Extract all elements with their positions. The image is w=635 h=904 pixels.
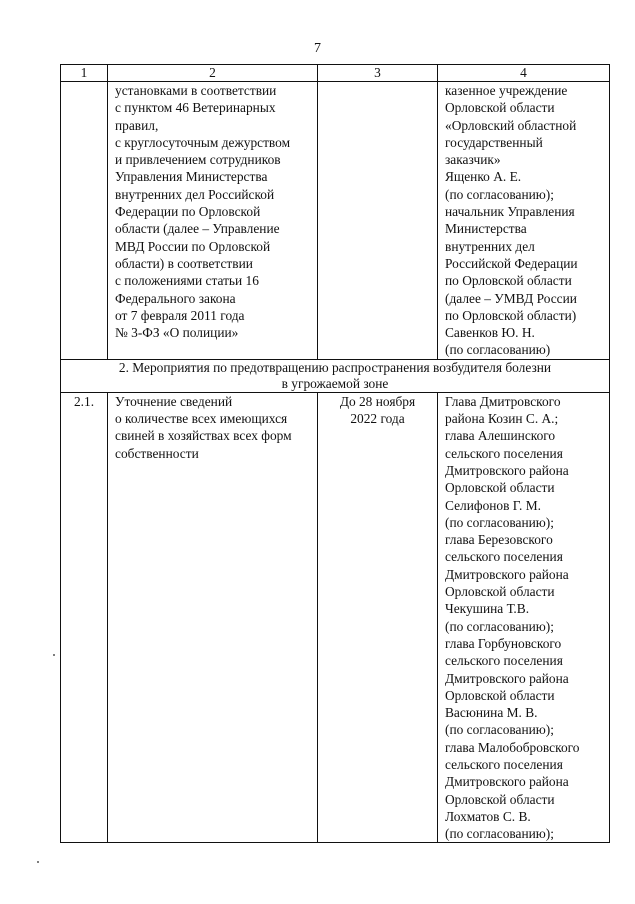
cell-line: 2022 года xyxy=(350,411,405,427)
header-col-4: 4 xyxy=(438,65,610,82)
cell-line: о количестве всех имеющихся xyxy=(115,411,288,427)
cell-line: Орловской области xyxy=(445,584,555,600)
cell-line: с положениями статьи 16 xyxy=(115,273,259,289)
cell-line: Федерального закона xyxy=(115,290,236,306)
cell-line: государственный xyxy=(445,134,543,150)
cell-line: Министерства xyxy=(445,221,527,237)
cell-line: (по согласованию); xyxy=(445,826,554,842)
row-2-1-measure xyxy=(108,392,318,843)
cell-line: № 3-ФЗ «О полиции» xyxy=(115,325,239,341)
row-2-1-deadline xyxy=(318,392,438,843)
cell-line: (по согласованию); xyxy=(445,618,554,634)
measures-table xyxy=(60,64,610,843)
cell-line: сельского поселения xyxy=(445,549,563,565)
cell-line: Орловской области xyxy=(445,791,555,807)
header-col-3: 3 xyxy=(318,65,438,82)
cell-line: Ященко А. Е. xyxy=(445,169,522,185)
cell-line: правил, xyxy=(115,117,159,133)
cell-line: по Орловской области xyxy=(445,273,572,289)
row-cont-measure xyxy=(108,82,318,360)
cell-line: района Козин С. А.; xyxy=(445,411,559,427)
row-cont-responsible xyxy=(438,82,610,360)
table-header-row xyxy=(61,65,610,82)
cell-line: заказчик» xyxy=(445,152,501,168)
cell-line: Савенков Ю. Н. xyxy=(445,325,535,341)
cell-line: сельского поселения xyxy=(445,756,563,772)
cell-line: начальник Управления xyxy=(445,204,575,220)
table-row-continued xyxy=(61,82,610,360)
row-2-1-number: 2.1. xyxy=(61,392,108,843)
cell-line: Дмитровского района xyxy=(445,462,569,478)
cell-line: сельского поселения xyxy=(445,653,563,669)
cell-line: области) в соответствии xyxy=(115,255,253,271)
cell-line: по Орловской области) xyxy=(445,307,577,323)
row-cont-deadline xyxy=(318,82,438,360)
cell-line: (по согласованию); xyxy=(445,186,554,202)
cell-line: Орловской области xyxy=(445,687,555,703)
cell-line: Чекушина Т.В. xyxy=(445,601,530,617)
scan-speck xyxy=(53,654,55,656)
cell-line: Российской Федерации xyxy=(445,255,578,271)
cell-line: глава Березовского xyxy=(445,532,553,548)
header-col-2: 2 xyxy=(108,65,318,82)
cell-line: Орловской области xyxy=(445,480,555,496)
section-2-heading-line-2: в угрожаемой зоне xyxy=(281,375,389,391)
section-2-heading xyxy=(61,359,610,392)
cell-line: Лохматов С. В. xyxy=(445,808,531,824)
cell-line: глава Алешинского xyxy=(445,428,556,444)
cell-line: Уточнение сведений xyxy=(115,393,233,409)
cell-line: Дмитровского района xyxy=(445,774,569,790)
cell-line: «Орловский областной xyxy=(445,117,577,133)
cell-line: (по согласованию); xyxy=(445,722,554,738)
cell-line: и привлечением сотрудников xyxy=(115,152,281,168)
cell-line: с пунктом 46 Ветеринарных xyxy=(115,100,276,116)
cell-line: области (далее – Управление xyxy=(115,221,280,237)
cell-line: Дмитровского района xyxy=(445,566,569,582)
cell-line: Дмитровского района xyxy=(445,670,569,686)
cell-line: МВД России по Орловской xyxy=(115,238,271,254)
row-2-1-responsible xyxy=(438,392,610,843)
cell-line: Орловской области xyxy=(445,100,555,116)
section-heading-row xyxy=(61,359,610,392)
cell-line: сельского поселения xyxy=(445,445,563,461)
cell-line: от 7 февраля 2011 года xyxy=(115,307,245,323)
cell-line: внутренних дел xyxy=(445,238,535,254)
cell-line: свиней в хозяйствах всех форм xyxy=(115,428,292,444)
cell-line: казенное учреждение xyxy=(445,83,568,98)
cell-line: Васюнина М. В. xyxy=(445,705,538,721)
cell-line: с круглосуточным дежурством xyxy=(115,134,291,150)
header-col-1: 1 xyxy=(61,65,108,82)
cell-line: (по согласованию) xyxy=(445,342,551,358)
row-cont-number xyxy=(61,82,108,360)
cell-line: глава Горбуновского xyxy=(445,635,562,651)
cell-line: установками в соответствии xyxy=(115,83,277,98)
page-number: 7 xyxy=(314,41,321,56)
cell-line: глава Малобобровского xyxy=(445,739,580,755)
cell-line: внутренних дел Российской xyxy=(115,186,275,202)
scan-speck xyxy=(37,861,39,863)
cell-line: собственности xyxy=(115,445,199,461)
section-2-heading-line-1: 2. Мероприятия по предотвращению распространения возбудителя болезни xyxy=(118,359,552,375)
cell-line: До 28 ноября xyxy=(339,393,416,409)
cell-line: Глава Дмитровского xyxy=(445,393,561,409)
table-row-2-1 xyxy=(61,392,610,843)
cell-line: (далее – УМВД России xyxy=(445,290,577,306)
cell-line: Селифонов Г. М. xyxy=(445,497,541,513)
cell-line: Федерации по Орловской xyxy=(115,204,261,220)
cell-line: (по согласованию); xyxy=(445,514,554,530)
cell-line: Управления Министерства xyxy=(115,169,268,185)
